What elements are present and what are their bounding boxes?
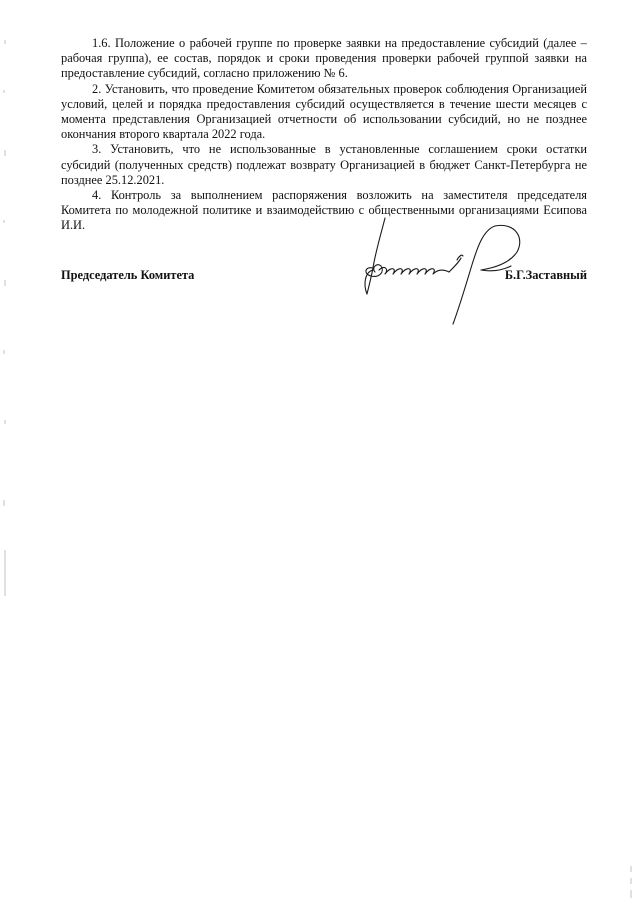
handwritten-signature [345,212,525,330]
signer-name: Б.Г.Заставный [504,268,587,282]
paragraph-3: 3. Установить, что не использованные в установленные соглашением сроки остатки субсидий (полученных средств) подлежат возврату Организацией в бюджет Санкт-Петербурга не позднее 25.12.2021. [61,142,587,187]
paragraph-2: 2. Установить, что проведение Комитетом обязательных проверок соблюдения Организацией условий, целей и порядка предоставления субсидий осуществляется в течение шести месяцев с момента представления Организацией отчетности об использовании субсидий, но не позднее окончания второго квартала 2022 года. [61,81,587,142]
document-body [61,36,587,234]
scan-edge-marks [2,30,8,600]
signer-title: Председатель Комитета [61,268,195,282]
paragraph-4: 4. Контроль за выполнением распоряжения возложить на заместителя председателя Комитета по молодежной политике и взаимодействию с общественными организациями Есипова И.И. [61,188,587,233]
paragraph-1-6: 1.6. Положение о рабочей группе по проверке заявки на предоставление субсидий (далее – рабочая группа), ее состав, порядок и сроки проведения проверки рабочей группой заявки на предоставление субсидий, согласно приложению № 6. [61,36,587,81]
scan-edge-marks [628,864,634,900]
